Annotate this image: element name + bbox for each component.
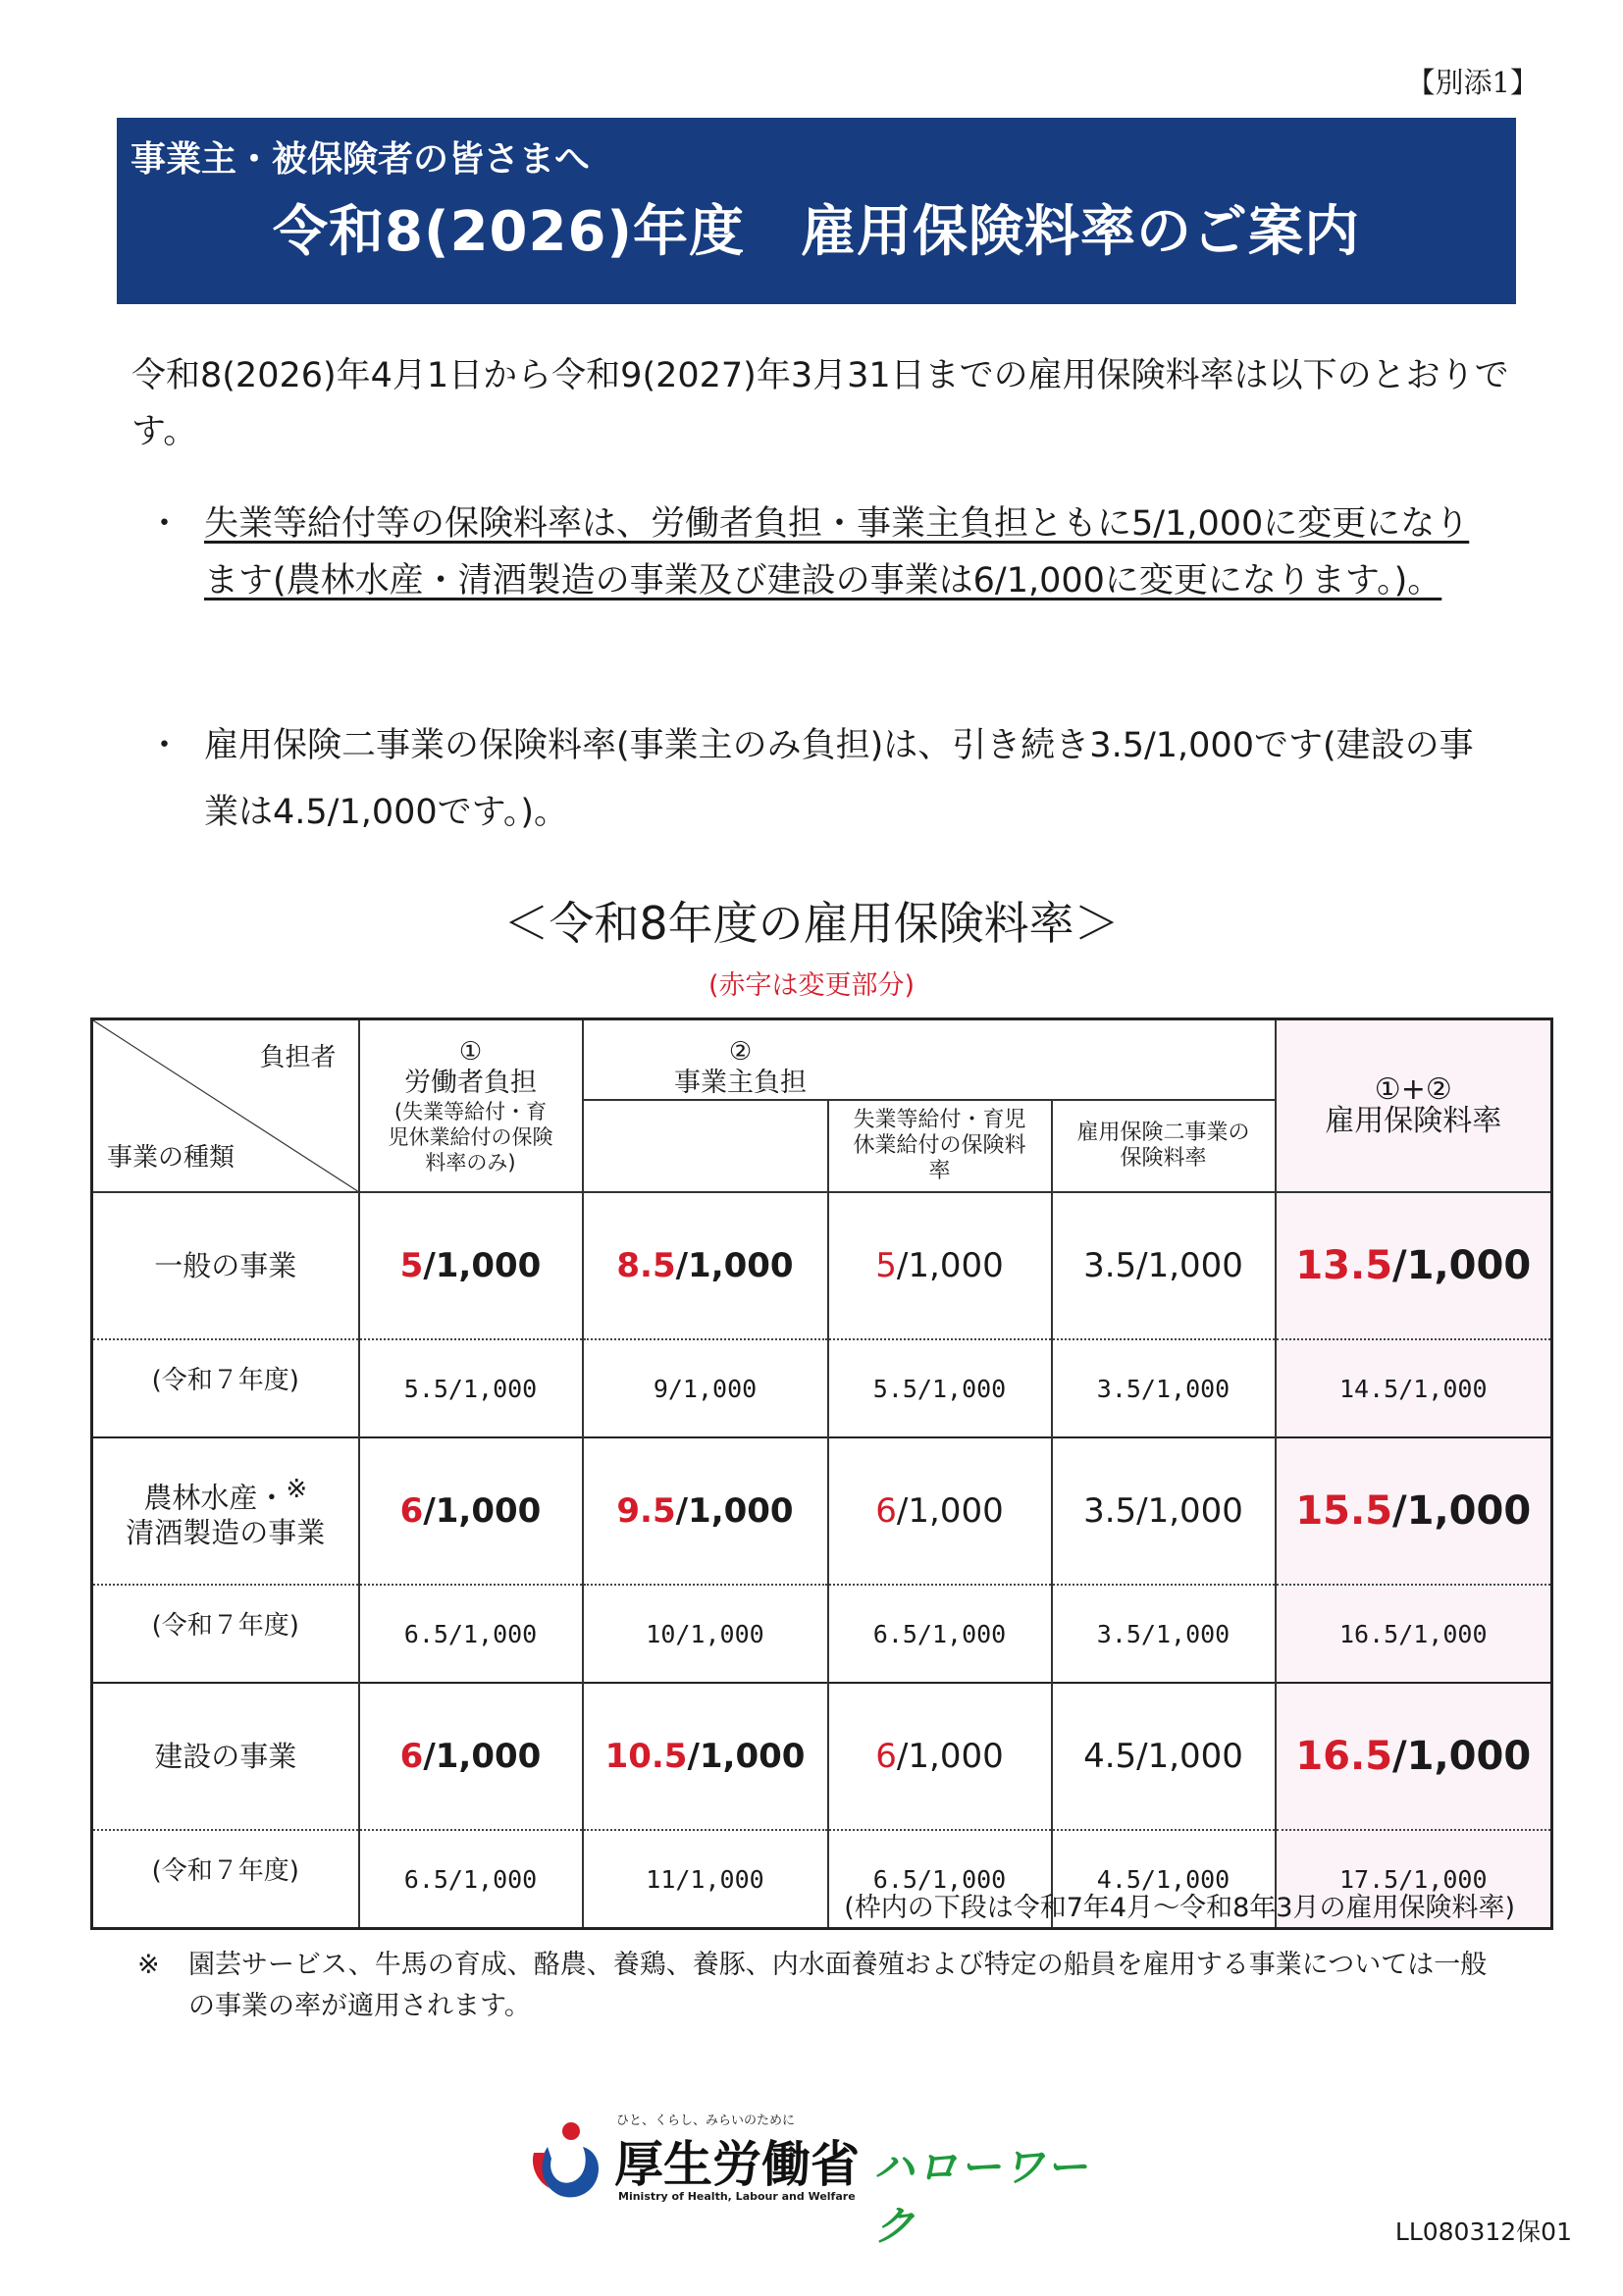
ministry-logo	[528, 2110, 1117, 2250]
ministry-tagline: ひと、くらし、みらいのために	[616, 2113, 796, 2128]
worker-num: ①	[458, 1037, 483, 1067]
unemp-rate: 5/1,000	[828, 1192, 1052, 1339]
prev-twojobs: 3.5/1,000	[1052, 1585, 1276, 1683]
prev-worker: 5.5/1,000	[359, 1339, 583, 1437]
header-total	[1276, 1019, 1552, 1193]
footnote-marker: ※	[137, 1950, 160, 1980]
bullet-marker: ・	[147, 504, 183, 544]
title-banner	[117, 118, 1516, 304]
employer-num: ②	[728, 1037, 753, 1067]
category-general: 一般の事業	[92, 1192, 359, 1339]
table-row-previous	[92, 1339, 1552, 1437]
table-row	[92, 1192, 1552, 1339]
unemp-rate: 6/1,000	[828, 1437, 1052, 1585]
prev-twojobs: 4.5/1,000	[1052, 1830, 1276, 1929]
footnote-mark: ※	[286, 1474, 308, 1504]
table-note: (赤字は変更部分)	[707, 970, 916, 1001]
worker-rate: 6/1,000	[359, 1683, 583, 1830]
worker-rate: 5/1,000	[359, 1192, 583, 1339]
employer-rate: 8.5/1,000	[583, 1192, 828, 1339]
bullet-text: 雇用保険二事業の保険料率(事業主のみ負担)は、引き続き3.5/1,000です(建設の事業は4.5/1,000です。)。	[204, 726, 1474, 832]
category-label: 事業の種類	[107, 1143, 236, 1173]
employer-rate: 9.5/1,000	[583, 1437, 828, 1585]
footnote-text: 園芸サービス、牛馬の育成、酪農、養鶏、養豚、内水面養殖および特定の船員を雇用する事業については一般の事業の率が適用されます。	[188, 1950, 1488, 2021]
twojobs-label: 雇用保険二事業の保険料率	[1076, 1121, 1250, 1171]
total-num: ①+②	[1374, 1072, 1452, 1107]
previous-year-label: (令和７年度)	[92, 1339, 359, 1437]
document-code: LL080312保01	[1394, 2218, 1572, 2246]
prev-worker: 6.5/1,000	[359, 1830, 583, 1929]
worker-sub: (失業等給付・育児休業給付の保険料率のみ)	[388, 1100, 553, 1174]
total-label: 雇用保険料率	[1325, 1104, 1502, 1138]
twojobs-rate: 3.5/1,000	[1052, 1192, 1276, 1339]
header-corner	[92, 1019, 359, 1193]
unemp-label: 失業等給付・育児休業給付の保険料率	[853, 1108, 1026, 1183]
prev-employer: 10/1,000	[583, 1585, 828, 1683]
total-rate: 16.5/1,000	[1276, 1683, 1552, 1830]
total-rate: 15.5/1,000	[1276, 1437, 1552, 1585]
bullet-marker: ・	[147, 726, 183, 765]
unemp-rate: 6/1,000	[828, 1683, 1052, 1830]
twojobs-rate: 4.5/1,000	[1052, 1683, 1276, 1830]
below-table-note: (枠内の下段は令和7年4月～令和8年3月の雇用保険料率)	[844, 1893, 1515, 1923]
prev-employer: 11/1,000	[583, 1830, 828, 1929]
prev-twojobs: 3.5/1,000	[1052, 1339, 1276, 1437]
ministry-emblem-icon	[528, 2117, 604, 2202]
bullet-text: 失業等給付等の保険料率は、労働者負担・事業主負担ともに5/1,000に変更になります(農林水産・清酒製造の事業及び建設の事業は6/1,000に変更になります。)。	[204, 504, 1470, 600]
rates-table	[90, 1018, 1553, 1930]
ministry-name-en: Ministry of Health, Labour and Welfare	[618, 2190, 856, 2203]
category-agri: 農林水産・※ 清酒製造の事業	[92, 1437, 359, 1585]
prev-employer: 9/1,000	[583, 1339, 828, 1437]
header-unemp	[828, 1100, 1052, 1192]
burden-label: 負担者	[259, 1043, 337, 1072]
header-worker	[359, 1019, 583, 1193]
employer-label: 事業主負担	[674, 1068, 807, 1098]
prev-total: 16.5/1,000	[1276, 1585, 1552, 1683]
prev-unemp: 5.5/1,000	[828, 1339, 1052, 1437]
attachment-label: 【別添1】	[1406, 66, 1539, 99]
ministry-name: 厚生労働省	[614, 2136, 860, 2193]
table-title: ＜令和8年度の雇用保険料率＞	[503, 897, 1120, 950]
prev-total: 17.5/1,000	[1276, 1830, 1552, 1929]
table-row-previous	[92, 1585, 1552, 1683]
employer-rate: 10.5/1,000	[583, 1683, 828, 1830]
prev-total: 14.5/1,000	[1276, 1339, 1552, 1437]
banner-subtitle: 事業主・被保険者の皆さまへ	[131, 139, 591, 180]
category-construction: 建設の事業	[92, 1683, 359, 1830]
total-rate: 13.5/1,000	[1276, 1192, 1552, 1339]
worker-label: 労働者負担	[404, 1068, 537, 1098]
table-row	[92, 1437, 1552, 1585]
worker-rate: 6/1,000	[359, 1437, 583, 1585]
header-employer-blank	[583, 1100, 828, 1192]
twojobs-rate: 3.5/1,000	[1052, 1437, 1276, 1585]
table-row	[92, 1683, 1552, 1830]
header-twojobs	[1052, 1100, 1276, 1192]
intro-text: 令和8(2026)年4月1日から令和9(2027)年3月31日までの雇用保険料率は以下のとおりです。	[131, 356, 1509, 451]
header-employer	[583, 1019, 1276, 1101]
page-title: 令和8(2026)年度 雇用保険料率のご案内	[272, 200, 1360, 264]
prev-worker: 6.5/1,000	[359, 1585, 583, 1683]
prev-unemp: 6.5/1,000	[828, 1830, 1052, 1929]
hellowork-logo: ハローワーク	[873, 2143, 1090, 2250]
previous-year-label: (令和７年度)	[92, 1830, 359, 1929]
prev-unemp: 6.5/1,000	[828, 1585, 1052, 1683]
previous-year-label: (令和７年度)	[92, 1585, 359, 1683]
